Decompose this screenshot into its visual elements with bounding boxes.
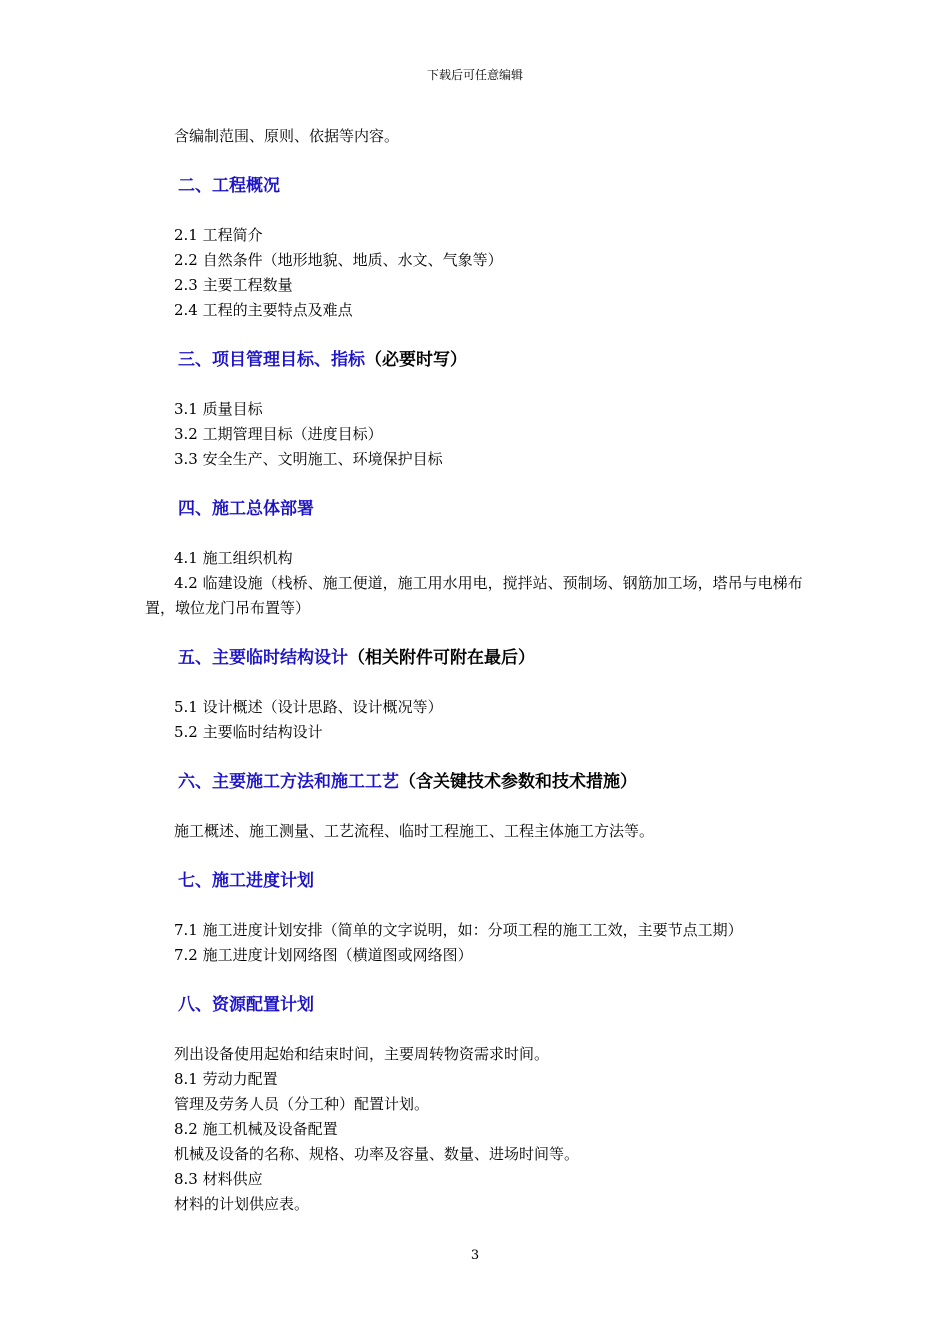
section-title: 六、主要施工方法和施工工艺 [178,772,399,792]
paragraph: 施工概述、施工测量、工艺流程、临时工程施工、工程主体施工方法等。 [174,822,655,840]
document-body [145,124,807,1217]
list-item: 7.2 施工进度计划网络图（横道图或网络图） [174,946,473,964]
section-title: 三、项目管理目标、指标 [178,350,365,370]
page-number: 3 [470,1248,480,1263]
list-item: 3.3 安全生产、文明施工、环境保护目标 [174,450,443,468]
list-item: 2.2 自然条件（地形地貌、地质、水文、气象等） [174,251,503,269]
section-note: （含关键技术参数和技术措施） [399,772,637,792]
list-item: 3.2 工期管理目标（进度目标） [174,425,383,443]
list-item: 4.2 临建设施（栈桥、施工便道，施工用水用电，搅拌站、预制场、钢筋加工场，塔吊与电梯布置，墩位龙门吊布置等） [145,574,803,617]
list-item: 2.4 工程的主要特点及难点 [174,301,353,319]
list-item: 8.2 施工机械及设备配置 [174,1120,338,1138]
section-heading-5 [145,646,807,671]
list-item: 5.2 主要临时结构设计 [174,723,323,741]
section-heading-6 [145,770,807,795]
list-item: 7.1 施工进度计划安排（简单的文字说明，如：分项工程的施工工效，主要节点工期） [174,921,743,939]
list-item: 8.3 材料供应 [174,1170,263,1188]
list-item: 2.3 主要工程数量 [174,276,293,294]
list-item: 2.1 工程简介 [174,226,263,244]
paragraph: 材料的计划供应表。 [174,1195,310,1213]
section-title: 二、工程概况 [178,176,280,196]
section-heading-2 [145,174,807,199]
section-note: （相关附件可附在最后） [348,648,535,668]
section-title: 八、资源配置计划 [178,995,314,1015]
paragraph: 机械及设备的名称、规格、功率及容量、数量、进场时间等。 [174,1145,580,1163]
section-heading-4 [145,497,807,522]
section-title: 五、主要临时结构设计 [178,648,348,668]
section-heading-3 [145,348,807,373]
intro-paragraph: 含编制范围、原则、依据等内容。 [174,127,400,145]
section-heading-7 [145,869,807,894]
section-title: 四、施工总体部署 [178,499,314,519]
section-heading-8 [145,993,807,1018]
section-title: 七、施工进度计划 [178,871,314,891]
list-item: 5.1 设计概述（设计思路、设计概况等） [174,698,443,716]
paragraph: 管理及劳务人员（分工种）配置计划。 [174,1095,430,1113]
list-item: 3.1 质量目标 [174,400,263,418]
page-header: 下载后可任意编辑 [426,68,523,82]
paragraph: 列出设备使用起始和结束时间，主要周转物资需求时间。 [174,1045,550,1063]
list-item: 8.1 劳动力配置 [174,1070,278,1088]
list-item: 4.1 施工组织机构 [174,549,293,567]
section-note: （必要时写） [365,350,467,370]
